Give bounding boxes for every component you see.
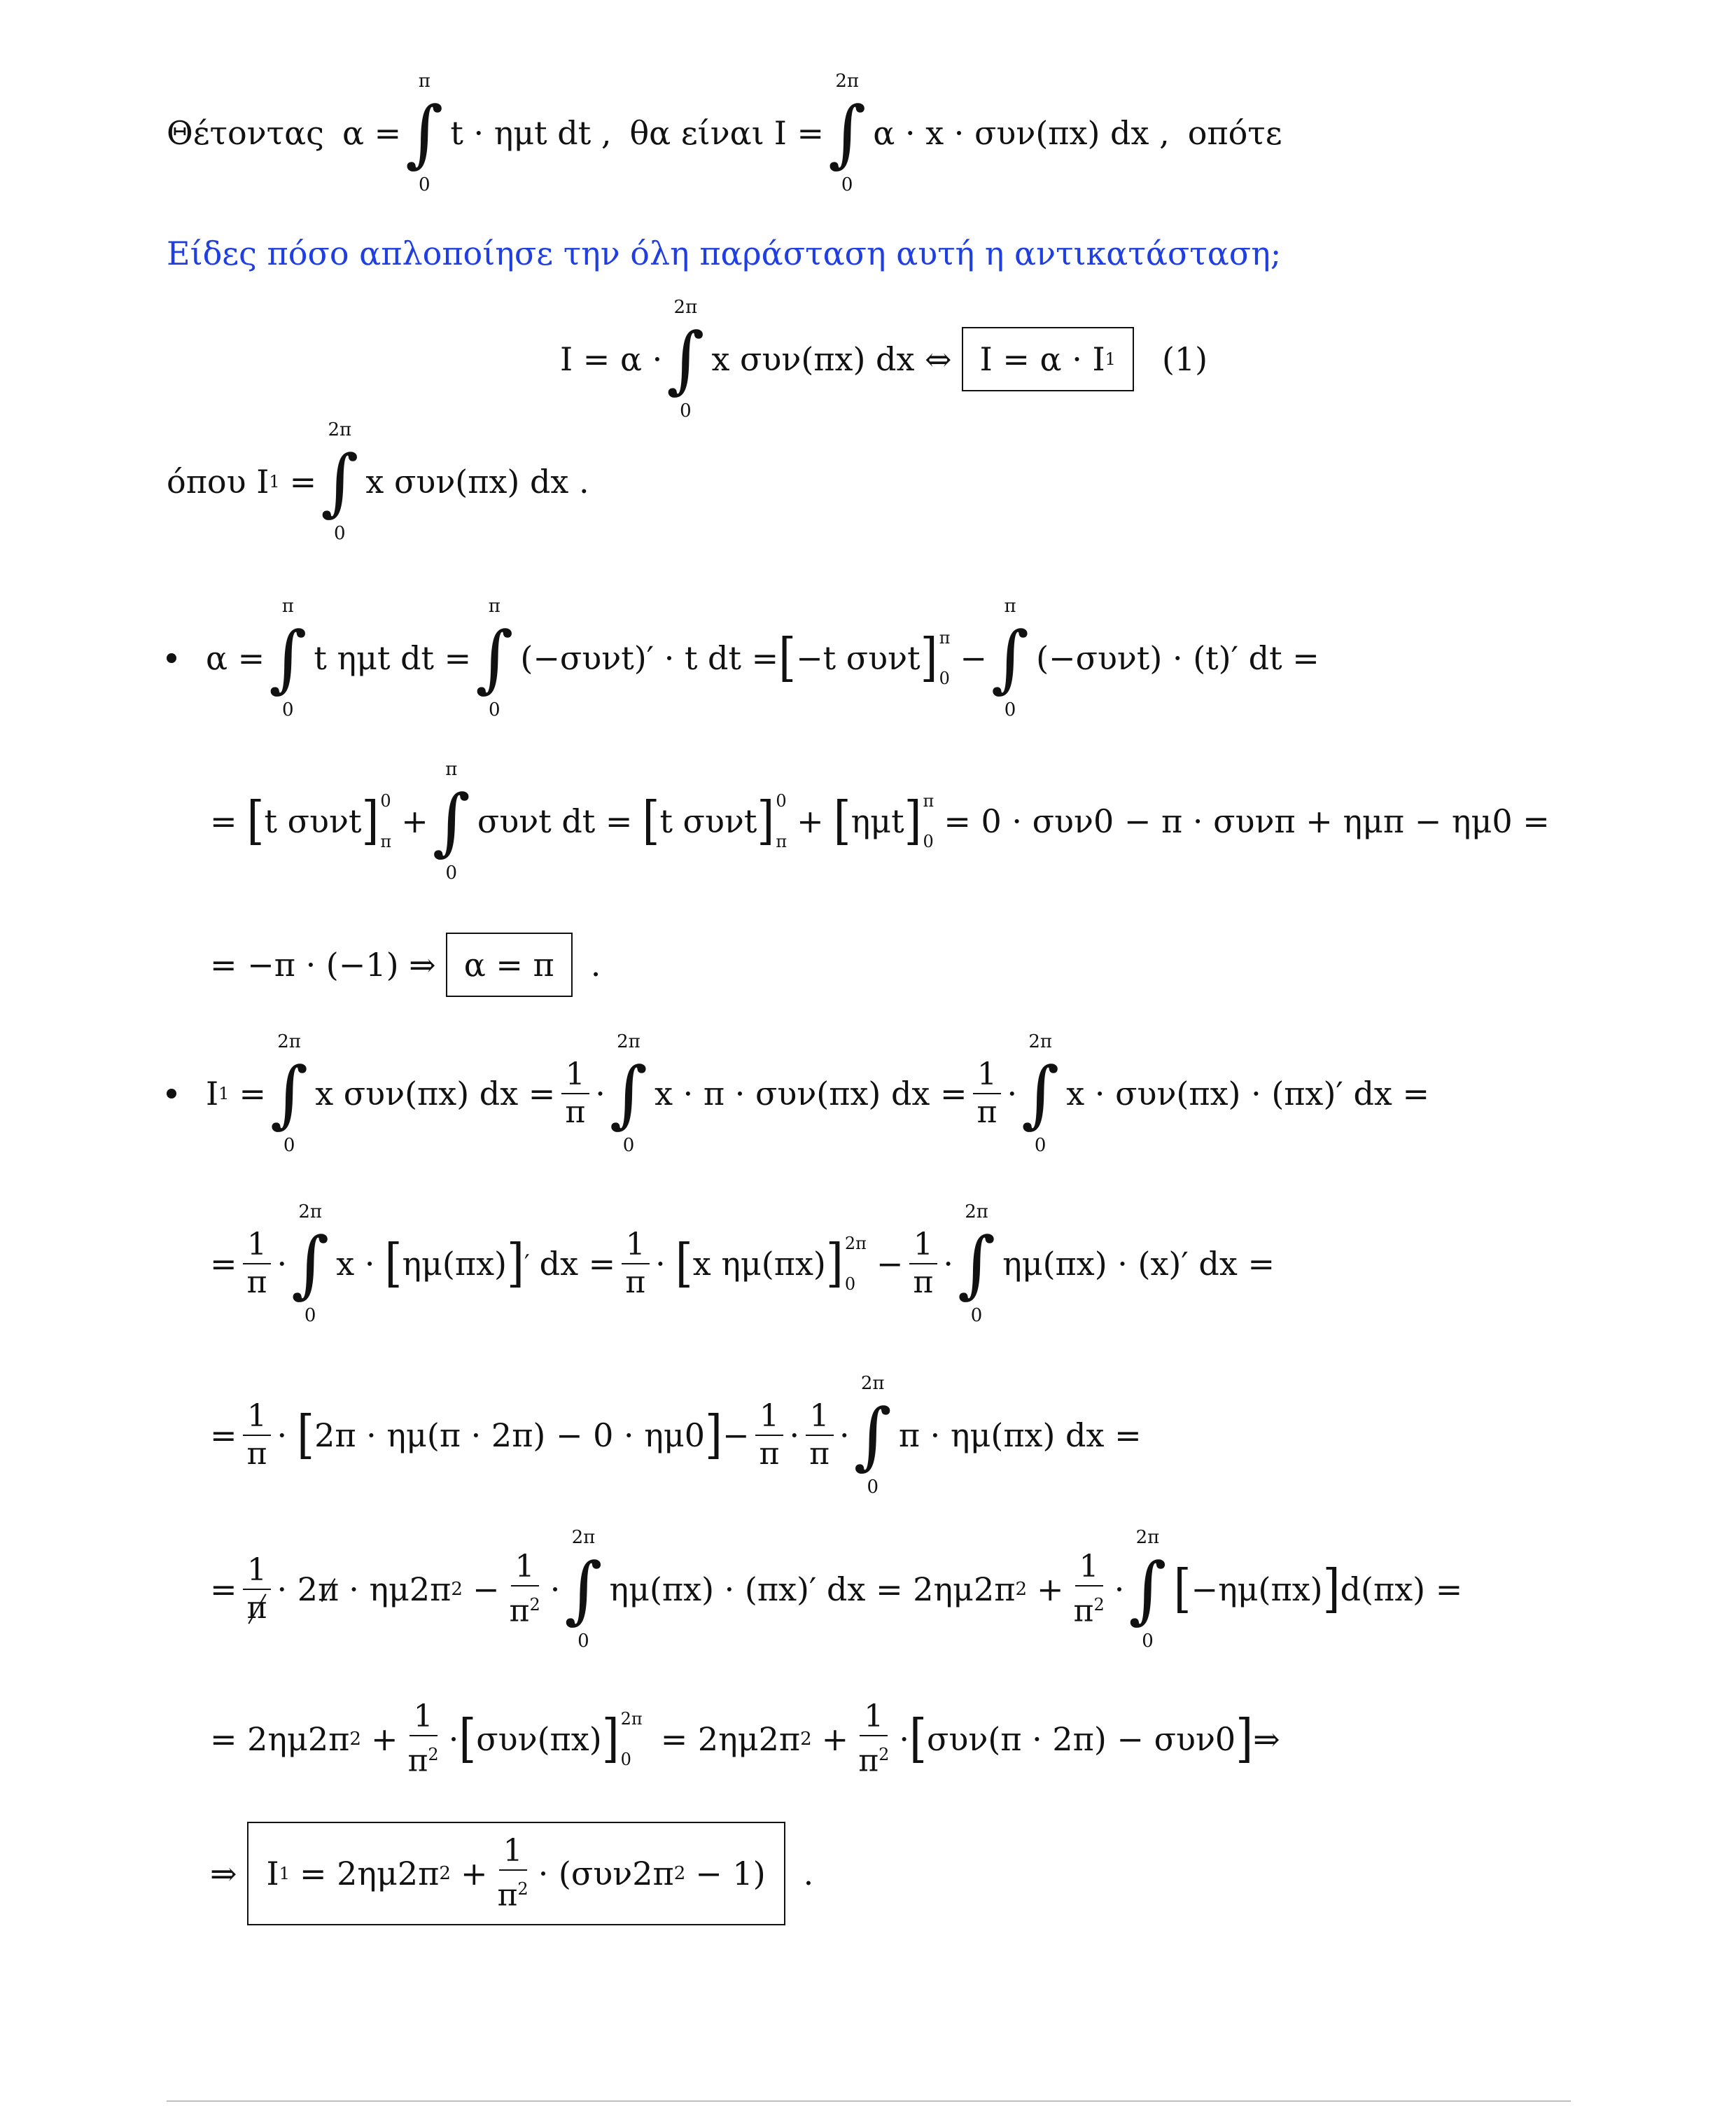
integral-sign: ∫ bbox=[270, 1051, 309, 1136]
exponent: 2 bbox=[1015, 1579, 1027, 1600]
integral bbox=[958, 1201, 995, 1326]
bracket-close: ] bbox=[757, 791, 775, 851]
denominator: π bbox=[976, 1094, 997, 1130]
I1-lhs: I bbox=[206, 1075, 219, 1113]
dot: · bbox=[448, 1720, 459, 1758]
integral-alpha bbox=[405, 71, 443, 195]
boxed-I1-result bbox=[247, 1822, 785, 1925]
fraction bbox=[854, 1699, 893, 1780]
integral-upper-limit: 2π bbox=[298, 1201, 322, 1222]
period: . bbox=[803, 1855, 814, 1892]
bracket-upper-limit: 2π bbox=[844, 1234, 867, 1253]
integral-sign: ∫ bbox=[269, 615, 307, 701]
denominator: π bbox=[246, 1436, 267, 1472]
integral-upper-limit: π bbox=[418, 71, 430, 92]
I1-calc-row-3 bbox=[210, 1373, 1142, 1498]
integral-upper-limit: π bbox=[445, 759, 458, 780]
fraction bbox=[243, 1398, 272, 1472]
fraction bbox=[403, 1699, 442, 1780]
denominator bbox=[854, 1736, 893, 1780]
bracket-body: συν(πx) bbox=[476, 1720, 602, 1758]
fraction bbox=[755, 1398, 784, 1472]
equals: = bbox=[210, 802, 237, 840]
prime: ′ bbox=[524, 1250, 530, 1278]
den-exponent: 2 bbox=[517, 1879, 528, 1899]
bracket-limits bbox=[621, 1710, 643, 1769]
denominator: π bbox=[243, 1590, 272, 1626]
plus: + bbox=[370, 1720, 398, 1758]
integral-upper-limit: 2π bbox=[617, 1031, 640, 1052]
integrand: t · ημt dt , bbox=[450, 114, 612, 152]
footer-rule bbox=[167, 2100, 1571, 2102]
integral bbox=[1021, 1031, 1059, 1156]
integral-lower-limit: 0 bbox=[334, 523, 346, 544]
dot: · bbox=[1007, 1075, 1018, 1113]
denominator: π bbox=[913, 1264, 934, 1300]
integral-sign: ∫ bbox=[405, 90, 444, 176]
bracket-close: ] bbox=[1236, 1709, 1254, 1769]
numerator: 1 bbox=[243, 1552, 271, 1590]
bracket-lower-limit: 0 bbox=[620, 1750, 631, 1769]
dot: · bbox=[943, 1245, 953, 1283]
boxed-alpha-result bbox=[446, 933, 573, 997]
equals: = bbox=[210, 1416, 237, 1454]
denominator: π bbox=[625, 1264, 646, 1300]
dot: · bbox=[276, 1245, 288, 1283]
bracket-open: [ bbox=[1173, 1559, 1191, 1619]
integral-lower-limit: 0 bbox=[418, 174, 430, 195]
term: · 2 bbox=[276, 1570, 318, 1608]
integral bbox=[1128, 1527, 1166, 1652]
implies: ⇒ bbox=[1253, 1720, 1280, 1758]
minus: − bbox=[960, 639, 987, 677]
bracket-body: ημt bbox=[850, 802, 904, 840]
I1-calc-row-2 bbox=[210, 1201, 1275, 1326]
integral bbox=[269, 596, 307, 720]
integrand: συνt dt = bbox=[477, 802, 633, 840]
bracket-body: 2π · ημ(π · 2π) − 0 · ημ0 bbox=[314, 1416, 706, 1454]
boxed-tail: − 1) bbox=[695, 1855, 766, 1892]
denominator bbox=[403, 1736, 442, 1780]
bracket-upper-limit: π bbox=[923, 791, 934, 811]
numerator: 1 bbox=[410, 1699, 438, 1736]
equation-label: (1) bbox=[1161, 340, 1208, 378]
integral-lower-limit: 0 bbox=[282, 699, 294, 720]
eq1-lhs: I = α · bbox=[560, 340, 663, 378]
bullet-icon bbox=[167, 653, 176, 663]
integral bbox=[991, 596, 1029, 720]
denominator: π bbox=[809, 1436, 830, 1472]
bracket-open: [ bbox=[909, 1709, 927, 1769]
den-base: π bbox=[497, 1877, 518, 1913]
numerator: 1 bbox=[973, 1056, 1001, 1094]
den-exponent: 2 bbox=[1093, 1595, 1105, 1615]
integral-upper-limit: π bbox=[488, 596, 500, 617]
bracket-open: [ bbox=[384, 1234, 402, 1294]
bracket-close: ] bbox=[904, 791, 922, 851]
integral-upper-limit: π bbox=[1004, 596, 1016, 617]
remark-content: Είδες πόσο απλοποίησε την όλη παράσταση αυτή η αντικατάσταση; bbox=[167, 235, 1282, 272]
bracket-open: [ bbox=[833, 791, 851, 851]
I1-calc-row-5 bbox=[210, 1699, 1280, 1779]
I1-calc-row-6 bbox=[210, 1833, 814, 1913]
den-exponent: 2 bbox=[529, 1595, 540, 1615]
boxed-term: = 2ημ2π bbox=[300, 1855, 440, 1892]
bracket-lower-limit: 0 bbox=[939, 669, 950, 688]
bracket-upper-limit: 0 bbox=[380, 791, 391, 811]
integral-upper-limit: 2π bbox=[860, 1373, 885, 1394]
I-equals: I = bbox=[774, 114, 825, 152]
integral-lower-limit: 0 bbox=[489, 699, 500, 720]
integral-lower-limit: 0 bbox=[622, 1135, 635, 1156]
where-text: όπου I bbox=[167, 463, 270, 501]
equals: = bbox=[289, 463, 317, 501]
numerator: 1 bbox=[806, 1398, 834, 1436]
fraction bbox=[621, 1227, 650, 1301]
integral-lower-limit: 0 bbox=[867, 1477, 878, 1498]
then-text: θα είναι bbox=[629, 114, 764, 152]
integral bbox=[291, 1201, 329, 1326]
boxed-text: I = α · I bbox=[979, 340, 1105, 378]
den-base: π bbox=[509, 1593, 530, 1629]
bracket-lower-limit: π bbox=[380, 832, 392, 851]
implies: ⇒ bbox=[210, 1855, 237, 1892]
equation-1 bbox=[560, 297, 1208, 421]
numerator: 1 bbox=[860, 1699, 888, 1736]
fraction-cancelled bbox=[243, 1552, 272, 1626]
numerator: 1 bbox=[511, 1549, 539, 1587]
denominator bbox=[505, 1587, 545, 1630]
integral-lower-limit: 0 bbox=[1004, 699, 1016, 720]
bracket-close: ] bbox=[920, 628, 938, 688]
bracket-body: t συνt bbox=[264, 802, 362, 840]
integral-sign: ∫ bbox=[828, 90, 867, 176]
boxed-result-1 bbox=[962, 327, 1134, 391]
intro-line bbox=[167, 71, 1282, 195]
integrand: t ημt dt = bbox=[314, 639, 472, 677]
boxed-lhs: I bbox=[266, 1855, 279, 1892]
integrand: (−συνt) · (t)′ dt = bbox=[1036, 639, 1320, 677]
integrand: x συν(πx) dx . bbox=[365, 463, 589, 501]
differential: dx = bbox=[539, 1245, 616, 1283]
numerator: 1 bbox=[243, 1398, 271, 1436]
numerator: 1 bbox=[243, 1227, 271, 1264]
integral-upper-limit: π bbox=[281, 596, 294, 617]
I1-calc-row-1 bbox=[167, 1031, 1430, 1156]
intro-word: Θέτοντας bbox=[167, 114, 324, 152]
numerator: 1 bbox=[755, 1398, 783, 1436]
dot: · bbox=[276, 1416, 288, 1454]
integral bbox=[610, 1031, 648, 1156]
integral-sign: ∫ bbox=[853, 1393, 892, 1478]
integrand: (−συνt)′ · t dt = bbox=[520, 639, 779, 677]
integral-sign: ∫ bbox=[666, 316, 705, 402]
integrand: π · ημ(πx) dx = bbox=[898, 1416, 1142, 1454]
integral-sign: ∫ bbox=[1021, 1051, 1060, 1136]
bracket-open: [ bbox=[778, 628, 797, 688]
integral-sign: ∫ bbox=[432, 779, 470, 864]
where-I1-line bbox=[167, 419, 589, 544]
alpha-calc-row-3 bbox=[210, 944, 601, 986]
integral-lower-limit: 0 bbox=[445, 863, 458, 884]
so-word: οπότε bbox=[1187, 114, 1282, 152]
integral-sign: ∫ bbox=[321, 439, 359, 524]
bracket-close: ] bbox=[825, 1234, 844, 1294]
integral-sign: ∫ bbox=[1128, 1547, 1167, 1632]
bracket-upper-limit: 2π bbox=[620, 1709, 643, 1729]
integrand: x · bbox=[336, 1245, 375, 1283]
bracket-close: ] bbox=[1322, 1559, 1340, 1619]
subscript: 1 bbox=[218, 1084, 230, 1103]
equals: = bbox=[239, 1075, 266, 1113]
subscript: 1 bbox=[1105, 349, 1116, 369]
fraction bbox=[505, 1549, 545, 1630]
integral bbox=[854, 1373, 892, 1498]
denominator bbox=[1070, 1587, 1109, 1630]
subscript: 1 bbox=[279, 1864, 290, 1883]
integral-sign: ∫ bbox=[475, 615, 514, 701]
minus: − bbox=[722, 1416, 750, 1454]
minus: − bbox=[876, 1245, 904, 1283]
dot: · bbox=[899, 1720, 910, 1758]
period: . bbox=[590, 946, 601, 984]
den-base: π bbox=[858, 1743, 879, 1779]
den-base: π bbox=[1073, 1593, 1094, 1629]
integral-I bbox=[828, 71, 866, 195]
alpha-calc-row-2 bbox=[210, 759, 1550, 884]
bracket-close: ] bbox=[506, 1234, 524, 1294]
integral-upper-limit: 2π bbox=[1135, 1527, 1160, 1548]
integrand: ημ(πx) · (πx)′ dx = 2ημ2π bbox=[609, 1570, 1016, 1608]
bracket-limits bbox=[380, 792, 391, 851]
integral-sign: ∫ bbox=[990, 615, 1030, 701]
bracket-body: −ημ(πx) bbox=[1191, 1570, 1323, 1608]
bracket-limits bbox=[939, 629, 951, 688]
integral-upper-limit: 2π bbox=[328, 419, 352, 440]
denominator: π bbox=[246, 1264, 267, 1300]
exponent: 2 bbox=[673, 1863, 686, 1884]
dot: · bbox=[550, 1570, 561, 1608]
integral-lower-limit: 0 bbox=[1034, 1135, 1046, 1156]
minus: − bbox=[472, 1570, 500, 1608]
integral-upper-limit: 2π bbox=[1028, 1031, 1052, 1052]
integral-lower-limit: 0 bbox=[283, 1135, 295, 1156]
equals-term: = 2ημ2π bbox=[210, 1720, 350, 1758]
denominator: π bbox=[565, 1094, 586, 1130]
integrand: x · π · συν(πx) dx = bbox=[654, 1075, 967, 1113]
bracket-open: [ bbox=[642, 791, 660, 851]
equals: = bbox=[210, 1245, 237, 1283]
plus: + bbox=[1037, 1570, 1064, 1608]
integral-upper-limit: 2π bbox=[277, 1031, 301, 1052]
bracket-open: [ bbox=[675, 1234, 693, 1294]
integral-eq1 bbox=[666, 297, 704, 421]
den-base: π bbox=[407, 1743, 428, 1779]
numerator: 1 bbox=[622, 1227, 650, 1264]
fraction bbox=[243, 1227, 272, 1301]
bracket-body: t συνt bbox=[659, 802, 757, 840]
integrand: x συν(πx) dx ⇔ bbox=[711, 340, 952, 378]
bracket-close: ] bbox=[601, 1709, 620, 1769]
bracket-open: [ bbox=[297, 1405, 315, 1465]
integral bbox=[564, 1527, 602, 1652]
integrand: x συν(πx) dx = bbox=[315, 1075, 556, 1113]
bracket-body: ημ(πx) bbox=[402, 1245, 507, 1283]
plus: + bbox=[401, 802, 428, 840]
fraction bbox=[1070, 1549, 1109, 1630]
cancelled-pi: π bbox=[318, 1568, 339, 1610]
alpha-equals: α = bbox=[342, 114, 402, 152]
den-exponent: 2 bbox=[428, 1745, 439, 1765]
bracket-lower-limit: 0 bbox=[844, 1274, 856, 1294]
bracket-open: [ bbox=[246, 791, 265, 851]
bracket-limits bbox=[776, 792, 787, 851]
exponent: 2 bbox=[439, 1863, 451, 1884]
boxed-tail: · (συν2π bbox=[538, 1855, 674, 1892]
integral bbox=[270, 1031, 308, 1156]
subscript: 1 bbox=[269, 472, 280, 491]
integral bbox=[475, 596, 513, 720]
bracket-lower-limit: 0 bbox=[923, 832, 934, 851]
integral-sign: ∫ bbox=[957, 1221, 996, 1306]
I1-calc-row-4 bbox=[210, 1527, 1463, 1652]
integral-lower-limit: 0 bbox=[304, 1305, 316, 1326]
exponent: 2 bbox=[451, 1579, 463, 1600]
boxed-text: α = π bbox=[463, 946, 554, 984]
numerator: 1 bbox=[561, 1056, 589, 1094]
fraction bbox=[973, 1056, 1002, 1131]
denominator: π bbox=[759, 1436, 780, 1472]
numerator: 1 bbox=[1075, 1549, 1103, 1587]
dot: · bbox=[789, 1416, 800, 1454]
bracket-limits bbox=[923, 792, 934, 851]
dot: · bbox=[1114, 1570, 1125, 1608]
integral-upper-limit: 2π bbox=[673, 297, 698, 318]
plus: + bbox=[460, 1855, 488, 1892]
integrand: x · συν(πx) · (πx)′ dx = bbox=[1066, 1075, 1430, 1113]
fraction bbox=[909, 1227, 937, 1301]
fraction bbox=[561, 1056, 589, 1131]
bracket-close: ] bbox=[361, 791, 379, 851]
dot: · bbox=[595, 1075, 606, 1113]
den-exponent: 2 bbox=[878, 1745, 890, 1765]
alpha-calc-row-1 bbox=[167, 596, 1320, 720]
equals-term: = 2ημ2π bbox=[660, 1720, 801, 1758]
integral-lower-limit: 0 bbox=[1142, 1631, 1154, 1652]
dot: · bbox=[655, 1245, 666, 1283]
bracket-body: −t συνt bbox=[796, 639, 920, 677]
denominator bbox=[493, 1871, 532, 1914]
exponent: 2 bbox=[800, 1729, 812, 1750]
bracket-upper-limit: 0 bbox=[776, 791, 787, 811]
fraction bbox=[493, 1833, 532, 1914]
integral bbox=[433, 759, 470, 884]
evaluation: = 0 · συν0 − π · συνπ + ημπ − ημ0 = bbox=[944, 802, 1550, 840]
integral-lower-limit: 0 bbox=[578, 1631, 589, 1652]
integrand: α · x · συν(πx) dx , bbox=[873, 114, 1170, 152]
bracket-close: ] bbox=[705, 1405, 722, 1465]
plus: + bbox=[797, 802, 824, 840]
integral-sign: ∫ bbox=[609, 1051, 648, 1136]
dot: · bbox=[839, 1416, 850, 1454]
integral-sign: ∫ bbox=[291, 1221, 330, 1306]
integral-lower-limit: 0 bbox=[970, 1305, 983, 1326]
alpha-lhs: α = bbox=[206, 639, 265, 677]
alpha-result-lhs: = −π · (−1) ⇒ bbox=[210, 946, 436, 984]
fraction bbox=[805, 1398, 834, 1472]
integral-lower-limit: 0 bbox=[680, 400, 692, 421]
plus: + bbox=[821, 1720, 849, 1758]
bullet-icon bbox=[167, 1089, 176, 1099]
bracket-limits bbox=[845, 1234, 867, 1293]
bracket-lower-limit: π bbox=[776, 832, 788, 851]
bracket-body: x ημ(πx) bbox=[692, 1245, 826, 1283]
integral-lower-limit: 0 bbox=[841, 174, 853, 195]
bracket-body: συν(π · 2π) − συν0 bbox=[926, 1720, 1236, 1758]
integral-sign: ∫ bbox=[564, 1547, 603, 1632]
differential: d(πx) = bbox=[1340, 1570, 1463, 1608]
exponent: 2 bbox=[349, 1729, 361, 1750]
remark-text bbox=[167, 232, 1281, 274]
bracket-upper-limit: π bbox=[939, 628, 951, 648]
equals: = bbox=[210, 1570, 237, 1608]
integral-upper-limit: 2π bbox=[965, 1201, 988, 1222]
integral-upper-limit: 2π bbox=[835, 71, 860, 92]
integral-where bbox=[321, 419, 358, 544]
numerator: 1 bbox=[909, 1227, 937, 1264]
numerator: 1 bbox=[499, 1833, 527, 1871]
integrand: ημ(πx) · (x)′ dx = bbox=[1002, 1245, 1275, 1283]
term: · ημ2π bbox=[349, 1570, 451, 1608]
bracket-open: [ bbox=[458, 1709, 477, 1769]
integral-upper-limit: 2π bbox=[571, 1527, 596, 1548]
